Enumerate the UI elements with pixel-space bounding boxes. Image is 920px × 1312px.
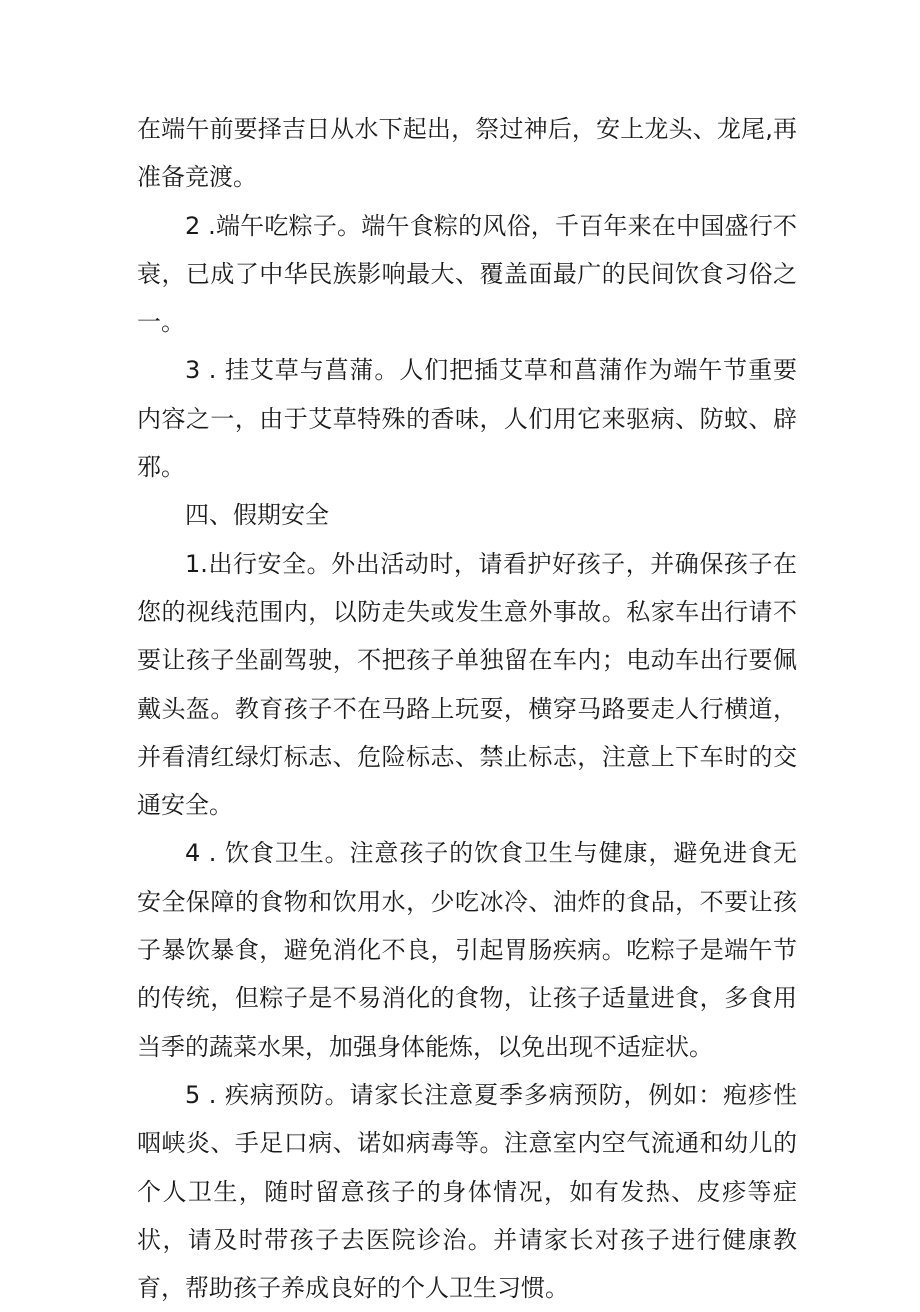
paragraph-eat-zongzi: 2 .端午吃粽子。端午食粽的风俗，千百年来在中国盛行不衰，已成了中华民族影响最大、覆盖面最广的民间饮食习俗之一。 — [137, 211, 797, 337]
paragraph-food-hygiene: 4 . 饮食卫生。注意孩子的饮食卫生与健康，避免进食无安全保障的食物和饮用水，少吃冰冷、油炸的食品，不要让孩子暴饮暴食，避免消化不良，引起胃肠疾病。吃粽子是端午节的传统，但粽子是不易消化的食物，让孩子适量进食，多食用当季的蔬菜水果，加强身体能炼，以免出现不适症状。 — [137, 839, 797, 1061]
paragraph-dragon-boat-continued: 在端午前要择吉日从水下起出，祭过神后，安上龙头、龙尾,再准备竞渡。 — [137, 115, 797, 192]
paragraph-travel-safety: 1.出行安全。外出活动时，请看护好孩子，并确保孩子在您的视线范围内，以防走失或发生意外事故。私家车出行请不要让孩子坐副驾驶，不把孩子单独留在车内；电动车出行要佩戴头盔。教育孩子不在马路上玩耍，横穿马路要走人行横道，并看清红绿灯标志、危险标志、禁止标志，注意上下车时的交通安全。 — [137, 549, 797, 820]
paragraph-disease-prevention: 5 . 疾病预防。请家长注意夏季多病预防，例如：疱疹性咽峡炎、手足口病、诺如病毒等。注意室内空气流通和幼儿的个人卫生，随时留意孩子的身体情况，如有发热、皮疹等症状，请及时带孩子去医院诊治。并请家长对孩子进行健康教育，帮助孩子养成良好的个人卫生习惯。 — [137, 1080, 797, 1303]
paragraph-hang-mugwort: 3 . 挂艾草与菖蒲。人们把插艾草和菖蒲作为端午节重要内容之一，由于艾草特殊的香味，人们用它来驱病、防蚊、辟邪。 — [137, 356, 797, 482]
section-heading-holiday-safety: 四、假期安全 — [185, 501, 329, 530]
document-body — [137, 105, 797, 1312]
